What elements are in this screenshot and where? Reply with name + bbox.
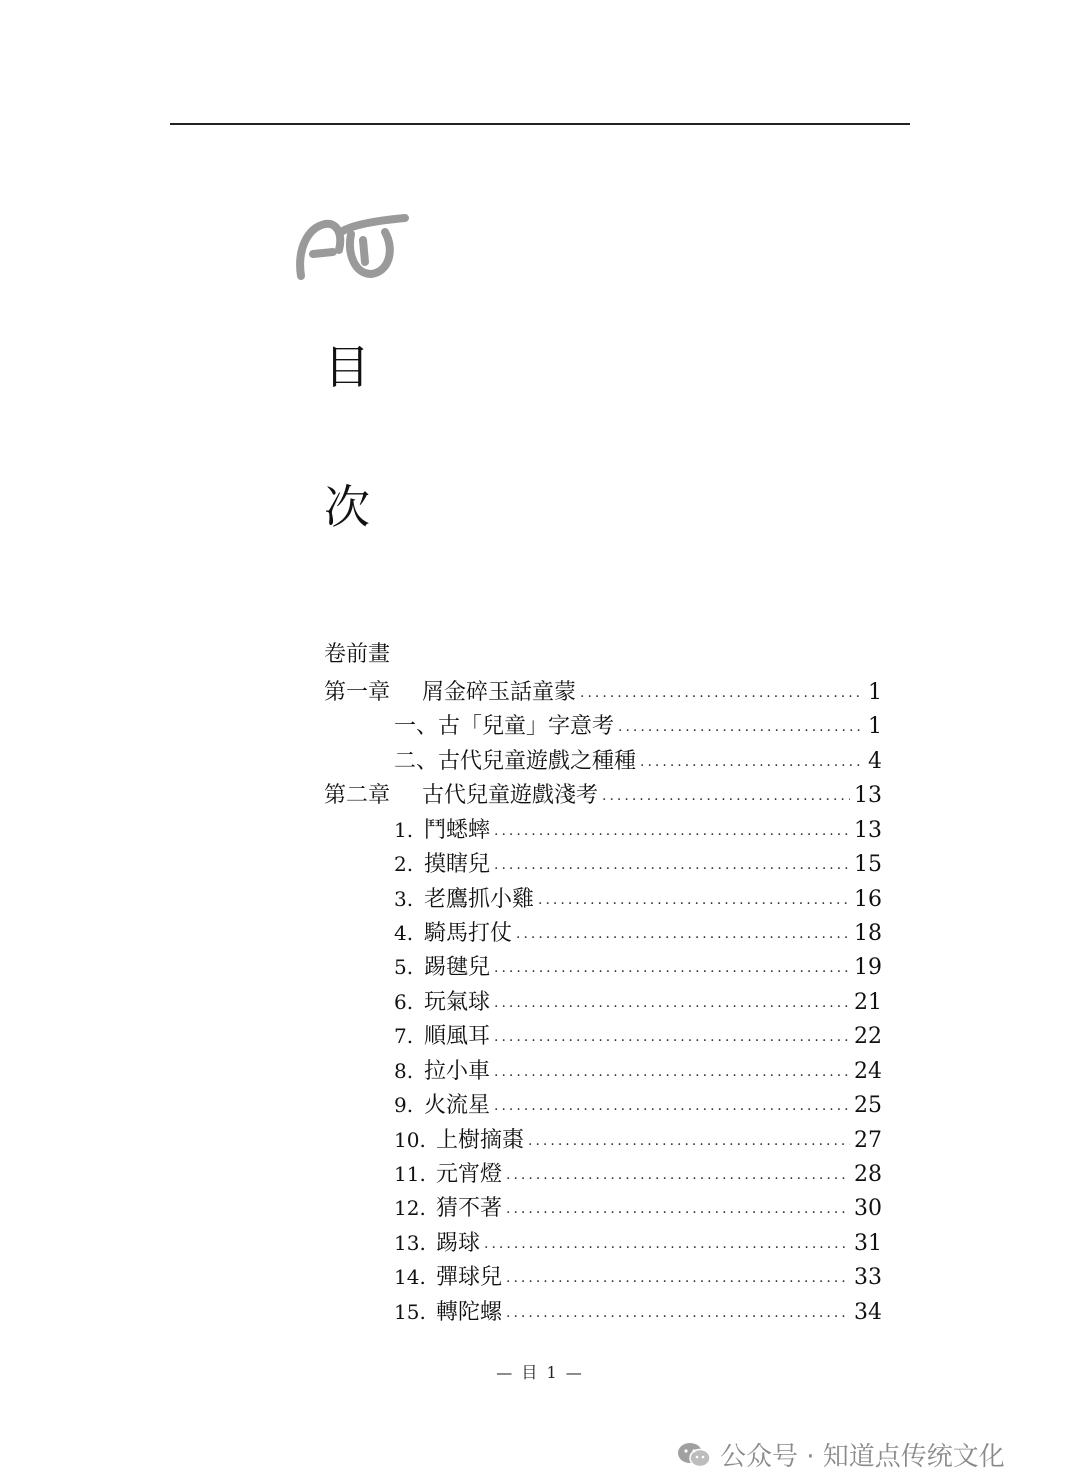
toc-section[interactable] <box>394 751 882 777</box>
item-title: 摸瞎兒 <box>424 852 491 877</box>
page-number: 18 <box>854 921 882 946</box>
header-rule <box>170 123 910 125</box>
item-number: 4. <box>394 921 414 945</box>
watermark <box>676 1436 1005 1473</box>
dot-leader <box>580 690 864 708</box>
seal-logo <box>293 210 413 290</box>
page-number: 13 <box>854 783 882 808</box>
page-number: 30 <box>854 1196 882 1221</box>
item-number: 13. <box>394 1231 426 1255</box>
page-number: 21 <box>854 990 882 1015</box>
dot-leader <box>602 793 850 811</box>
item-title: 老鷹抓小雞 <box>424 887 535 912</box>
chapter-title: 古代兒童遊戲淺考 <box>422 783 599 808</box>
item-number: 15. <box>394 1300 426 1324</box>
wechat-icon <box>676 1441 712 1469</box>
item-title: 彈球兒 <box>436 1265 503 1290</box>
toc-item[interactable] <box>394 1095 882 1121</box>
page-number: 25 <box>854 1093 882 1118</box>
toc-chapter-1[interactable] <box>324 682 882 708</box>
title-char-mu: 目 <box>324 340 370 394</box>
item-title: 玩氣球 <box>424 990 491 1015</box>
chapter-label: 第一章 <box>324 680 391 705</box>
page-number: 16 <box>854 887 882 912</box>
toc-section[interactable] <box>394 716 882 742</box>
item-title: 鬥蟋蟀 <box>424 818 491 843</box>
item-number: 1. <box>394 818 414 842</box>
toc-item[interactable] <box>394 1233 882 1259</box>
dot-leader <box>506 1172 850 1190</box>
toc-item[interactable] <box>394 1267 882 1293</box>
page-number: 13 <box>854 818 882 843</box>
toc-item[interactable] <box>394 1302 882 1328</box>
page-number: 31 <box>854 1231 882 1256</box>
dot-leader <box>494 1000 850 1018</box>
item-number: 3. <box>394 887 414 911</box>
dot-leader <box>484 1241 850 1259</box>
toc-item[interactable] <box>394 1164 882 1190</box>
dot-leader <box>528 1138 850 1156</box>
page-number: 34 <box>854 1300 882 1325</box>
toc-item[interactable] <box>394 923 882 949</box>
item-title: 騎馬打仗 <box>424 921 513 946</box>
dot-leader <box>506 1206 850 1224</box>
page-number: 27 <box>854 1128 882 1153</box>
dot-leader <box>494 862 850 880</box>
toc-item[interactable] <box>394 820 882 846</box>
item-number: 9. <box>394 1093 414 1117</box>
toc-item[interactable] <box>394 1061 882 1087</box>
item-number: 11. <box>394 1162 426 1186</box>
item-number: 14. <box>394 1265 426 1289</box>
toc-chapter-2[interactable] <box>324 785 882 811</box>
dot-leader <box>494 828 850 846</box>
dot-leader <box>494 965 850 983</box>
page-number: 15 <box>854 852 882 877</box>
dot-leader <box>516 931 850 949</box>
page-number: 33 <box>854 1265 882 1290</box>
toc-item[interactable] <box>394 854 882 880</box>
toc-item[interactable] <box>394 1026 882 1052</box>
toc-item[interactable] <box>394 957 882 983</box>
item-title: 踢毽兒 <box>424 955 491 980</box>
item-number: 6. <box>394 990 414 1014</box>
item-title: 轉陀螺 <box>436 1300 503 1325</box>
item-title: 踢球 <box>436 1231 481 1256</box>
chapter-title: 屑金碎玉話童蒙 <box>422 680 577 705</box>
dot-leader <box>640 759 864 777</box>
item-number: 8. <box>394 1059 414 1083</box>
dot-leader <box>538 897 850 915</box>
page-number: 28 <box>854 1162 882 1187</box>
item-number: 5. <box>394 955 414 979</box>
item-title: 拉小車 <box>424 1059 491 1084</box>
toc-item[interactable] <box>394 1130 882 1156</box>
item-number: 10. <box>394 1128 426 1152</box>
page-number: 24 <box>854 1059 882 1084</box>
toc-item[interactable] <box>394 992 882 1018</box>
page-number: 1 <box>868 680 882 705</box>
watermark-text: 公众号 · 知道点传统文化 <box>720 1442 1005 1472</box>
dot-leader <box>506 1275 850 1293</box>
toc-item[interactable] <box>394 889 882 915</box>
page-number: 1 <box>868 714 882 739</box>
page-footer: — 目 1 — <box>496 1363 584 1382</box>
item-title: 火流星 <box>424 1093 491 1118</box>
chapter-label: 第二章 <box>324 783 391 808</box>
section-title: 一、古「兒童」字意考 <box>394 714 615 739</box>
page-number: 19 <box>854 955 882 980</box>
section-title: 二、古代兒童遊戲之種種 <box>394 749 637 774</box>
dot-leader <box>494 1069 850 1087</box>
dot-leader <box>506 1310 850 1328</box>
toc-item[interactable] <box>394 1198 882 1224</box>
page-number: 22 <box>854 1024 882 1049</box>
item-number: 2. <box>394 852 414 876</box>
dot-leader <box>618 724 864 742</box>
item-title: 上樹摘棗 <box>436 1128 525 1153</box>
title-char-ci: 次 <box>324 480 370 534</box>
item-title: 猜不著 <box>436 1196 503 1221</box>
dot-leader <box>494 1103 850 1121</box>
item-title: 元宵燈 <box>436 1162 503 1187</box>
page-number: 4 <box>868 749 882 774</box>
item-number: 7. <box>394 1024 414 1048</box>
item-title: 順風耳 <box>424 1024 491 1049</box>
dot-leader <box>494 1034 850 1052</box>
item-number: 12. <box>394 1196 426 1220</box>
toc-heading: 卷前畫 <box>324 642 391 667</box>
